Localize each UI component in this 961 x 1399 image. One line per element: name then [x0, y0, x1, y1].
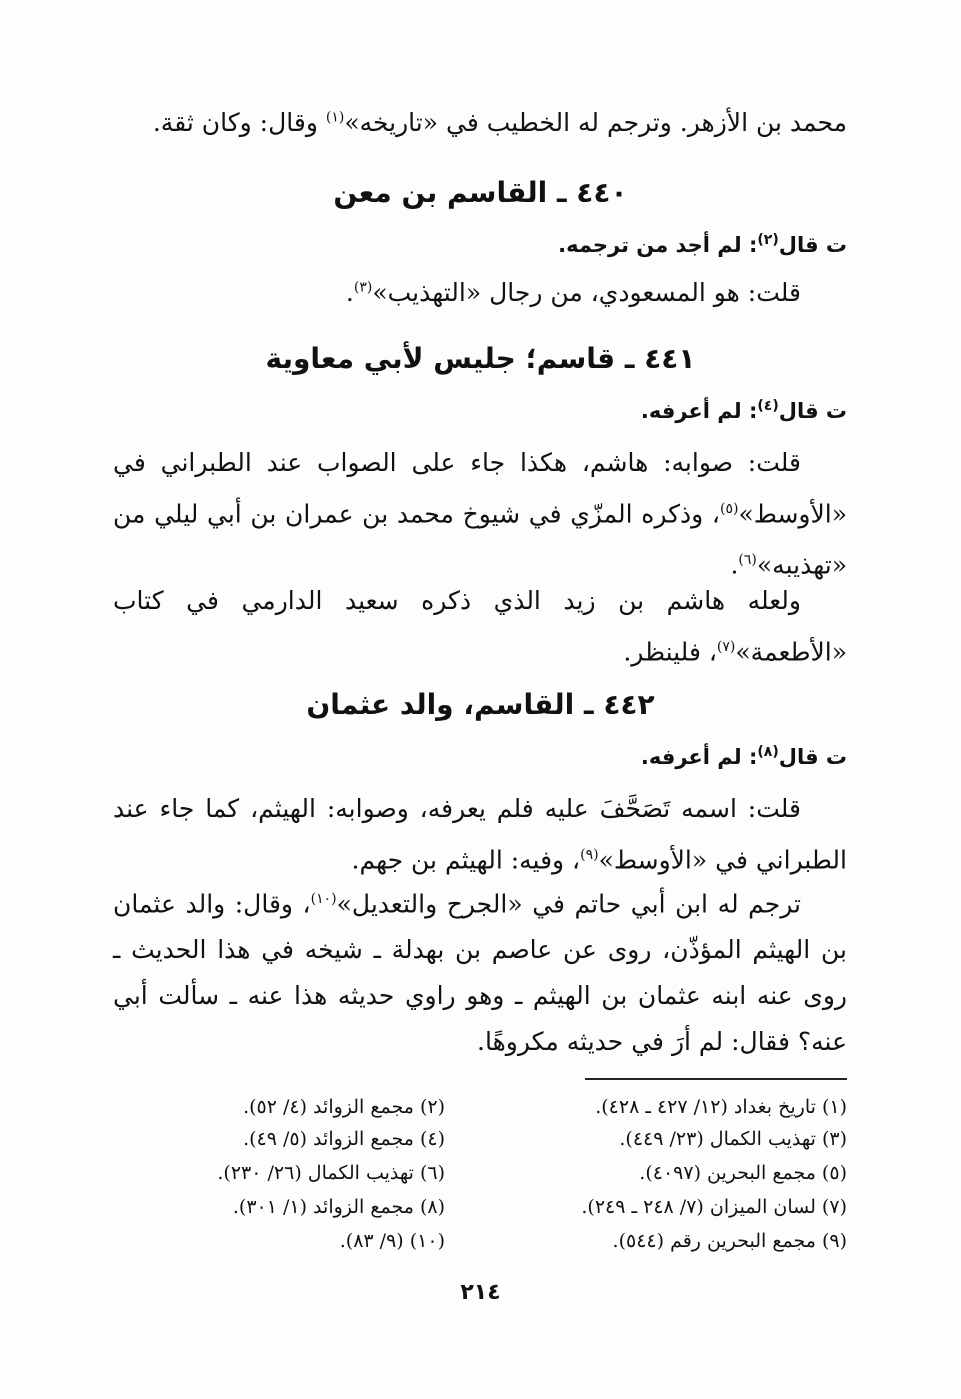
qal-line-441: ت قال$^{(٤)}$: لم أعرفه.	[640, 398, 847, 423]
entry-heading-441: ٤٤١ ـ قاسم؛ جليس لأبي معاوية	[265, 342, 696, 375]
footnote-ref[interactable]: (٨)	[757, 744, 779, 760]
footnote-divider	[585, 1078, 847, 1080]
continuation-line	[113, 108, 847, 137]
footnote-ref[interactable]: (٦)	[738, 552, 757, 569]
footnote-ref[interactable]: (٧)	[716, 639, 736, 655]
footnote-10: (١٠) (٩/ ٨٣).	[339, 1230, 445, 1252]
paragraph-441-2: ولعله هاشم بن زيد الذي ذكره سعيد الدارمي في كتاب «الأطعمة»$^{(٧)}$، فلينظر.	[113, 586, 847, 667]
qal-line-440: ت قال$^{(٢)}$: لم أجد من ترجمه.	[558, 232, 847, 257]
text: محمد بن الأزهر. وترجم له الخطيب في «تاريخه»	[344, 108, 847, 137]
paragraph-440: قلت: هو المسعودي، من رجال «التهذيب»$^{(٣)}$.	[345, 278, 801, 307]
footnote-ref[interactable]: (٤)	[757, 398, 779, 414]
footnote-5: (٥) مجمع البحرين (٤٠٩٧).	[639, 1162, 847, 1184]
footnote-9: (٩) مجمع البحرين رقم (٥٤٤).	[612, 1230, 847, 1252]
footnote-ref[interactable]: (١)	[325, 109, 345, 126]
qal-line-442: ت قال$^{(٨)}$: لم أعرفه.	[640, 744, 847, 769]
paragraph-442-2: ترجم له ابن أبي حاتم في «الجرح والتعديل»$^{(١٠)}$، وقال: والد عثمان بن الهيثم المؤذّن، روى عن عاصم بن بهدلة ـ شيخه في هذا الحديث ـ روى عنه ابنه عثمان بن الهيثم ـ وهو راوي حديثه هذا عنه ـ سألت أبي عنه؟ فقال: لم أرَ في حديثه مكروهًا.	[113, 889, 847, 1057]
footnote-3: (٣) تهذيب الكمال (٢٣/ ٤٤٩).	[619, 1128, 847, 1150]
page-number: ٢١٤	[460, 1280, 501, 1305]
footnote-ref[interactable]: (٣)	[353, 279, 373, 296]
footnote-ref[interactable]: (٥)	[719, 501, 739, 517]
footnote-2: (٢) مجمع الزوائد (٤/ ٥٢).	[243, 1096, 445, 1118]
footnote-7: (٧) لسان الميزان (٧/ ٢٤٨ ـ ٢٤٩).	[581, 1196, 847, 1218]
entry-heading-440: ٤٤٠ ـ القاسم بن معن	[333, 176, 628, 209]
footnote-ref[interactable]: (٢)	[757, 232, 779, 248]
footnote-4: (٤) مجمع الزوائد (٥/ ٤٩).	[243, 1128, 445, 1150]
footnote-6: (٦) تهذيب الكمال (٢٦/ ٢٣٠).	[217, 1162, 445, 1184]
entry-heading-442: ٤٤٢ ـ القاسم، والد عثمان	[306, 688, 655, 721]
footnote-ref[interactable]: (٩)	[580, 847, 599, 863]
paragraph-442-1: قلت: اسمه تَصَحَّفَ عليه فلم يعرفه، وصوابه: الهيثم، كما جاء عند الطبراني في «الأوسط»$^{(٩)}$، وفيه: الهيثم بن جهم.	[113, 794, 847, 875]
footnote-8: (٨) مجمع الزوائد (١/ ٣٠١).	[232, 1196, 445, 1218]
paragraph-441-1: قلت: صوابه: هاشم، هكذا جاء على الصواب عند الطبراني في «الأوسط»$^{(٥)}$، وذكره المزّي في شيوخ محمد بن عمران بن أبي ليلي من «تهذيبه»$^{(٦)}$.	[113, 448, 847, 580]
text: وقال: وكان ثقة.	[152, 108, 326, 137]
footnote-ref[interactable]: (١٠)	[310, 891, 337, 907]
footnote-1: (١) تاريخ بغداد (١٢/ ٤٢٧ ـ ٤٢٨).	[595, 1096, 847, 1118]
